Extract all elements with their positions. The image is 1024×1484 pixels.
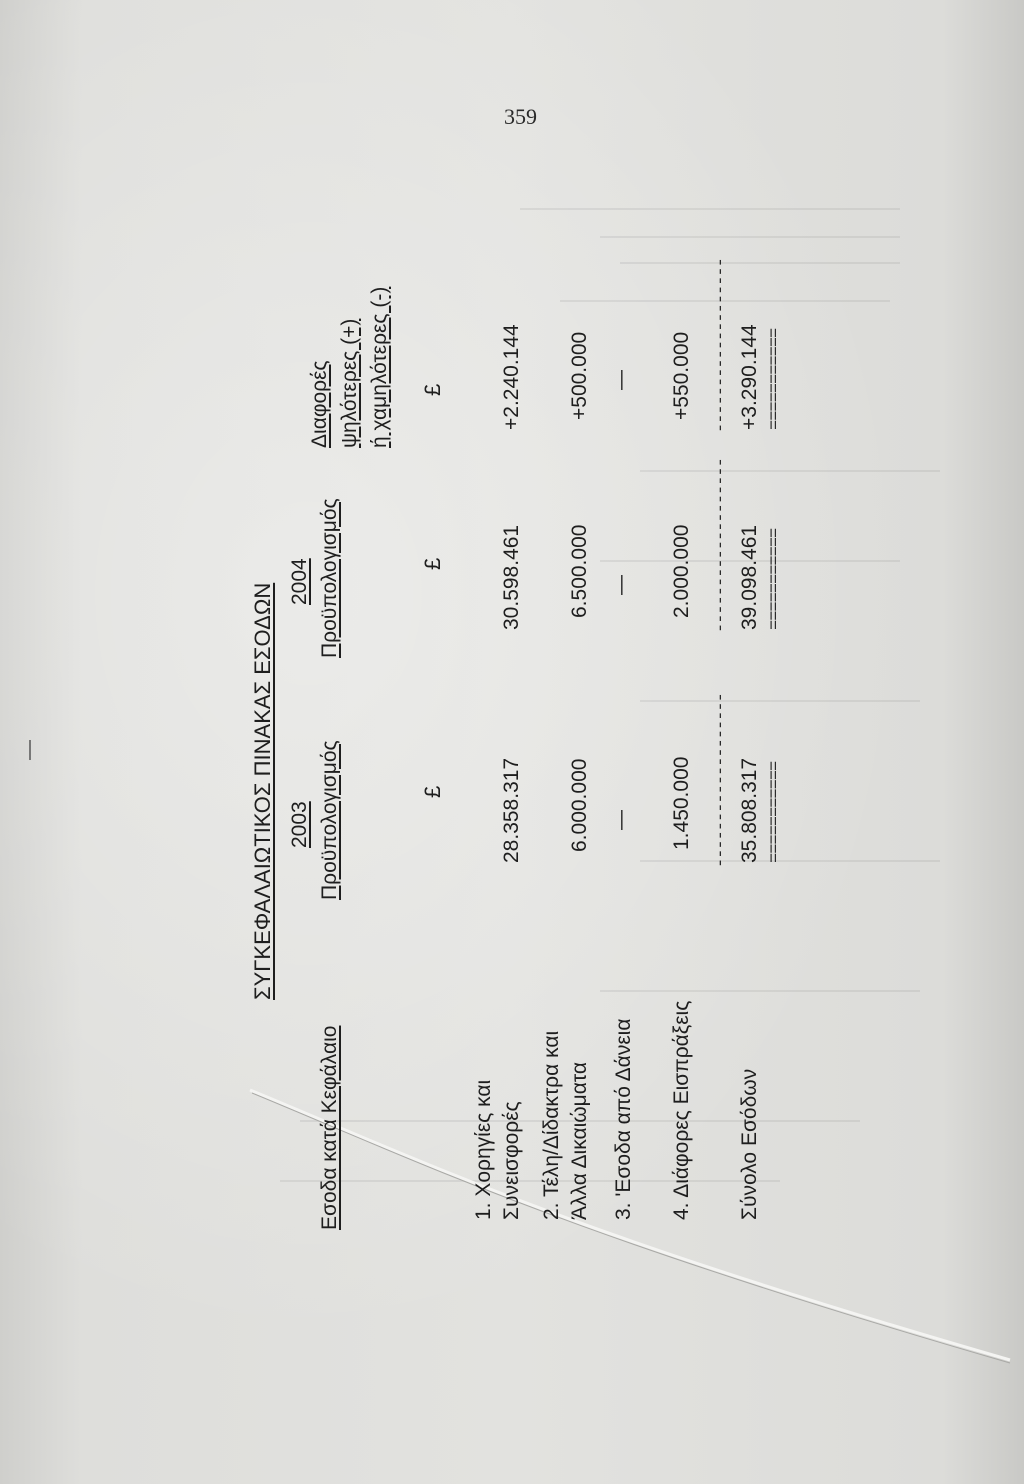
col-header-2003-label: Προϋπολογισμός — [318, 740, 341, 900]
row-label-line1: 1. Χορηγίες και — [472, 1079, 495, 1220]
table-title: ΣΥΓΚΕΦΑΛΑΙΩΤΙΚΟΣ ΠΙΝΑΚΑΣ ΕΣΟΔΩΝ — [250, 582, 275, 1000]
col-header-2004-year: 2004 — [288, 558, 311, 605]
col-header-diff-line3: ή χαμηλότερες (-) — [368, 286, 391, 448]
revenue-summary-table — [250, 130, 810, 1230]
total-value-2004: 39.098.461 — [738, 524, 761, 630]
currency-2003: £ — [420, 785, 445, 798]
row-label-line1: 4. Διάφορες Εισπράξεις — [670, 1000, 693, 1220]
total-value-2003: 35.808.317 — [738, 757, 761, 863]
currency-2004: £ — [420, 557, 445, 570]
row-value-2003: 28.358.317 — [500, 757, 523, 863]
rule-single-diff: ------------------- — [712, 258, 731, 433]
row-value-diff: +550.000 — [670, 331, 693, 420]
row-label-line1: 3. 'Εσοδα από Δάνεια — [612, 1018, 635, 1220]
rule-double-diff: =========== — [766, 328, 785, 430]
total-label: Σύνολο Εσόδων — [738, 1068, 761, 1220]
row-value-2003: 6.000.000 — [568, 758, 591, 852]
page-number: 359 — [504, 104, 537, 129]
rule-single-2003: ------------------- — [712, 693, 731, 868]
row-value-2004: 30.598.461 — [500, 524, 523, 630]
row-label-line1: 2. Τέλη/Δίδακτρα και — [540, 1030, 563, 1220]
col-header-category: Εσοδα κατά Κεφάλαιο — [318, 1025, 341, 1230]
col-header-2003-year: 2003 — [288, 801, 311, 848]
total-value-diff: +3.290.144 — [738, 324, 761, 430]
row-value-2004: — — [610, 575, 632, 595]
row-value-diff: +500.000 — [568, 331, 591, 420]
row-value-2004: 6.500.000 — [568, 524, 591, 618]
row-value-2004: 2.000.000 — [670, 524, 693, 618]
currency-diff: £ — [420, 383, 445, 396]
row-value-diff: +2.240.144 — [500, 324, 523, 430]
col-header-diff-line2: ψηλότερες (+) — [338, 318, 361, 448]
rule-double-2004: =========== — [766, 528, 785, 630]
col-header-2004-label: Προϋπολογισμός — [318, 498, 341, 658]
row-label-line2: Συνεισφορές — [500, 1101, 523, 1220]
col-header-diff-line1: Διαφορές — [308, 360, 331, 448]
rule-double-2003: =========== — [766, 761, 785, 863]
rule-single-2004: ------------------- — [712, 458, 731, 633]
row-value-2003: 1.450.000 — [670, 756, 693, 850]
row-label-line2: Άλλα Δικαιώματα — [568, 1061, 591, 1220]
row-value-2003: — — [610, 810, 632, 830]
row-value-diff: — — [610, 370, 632, 390]
